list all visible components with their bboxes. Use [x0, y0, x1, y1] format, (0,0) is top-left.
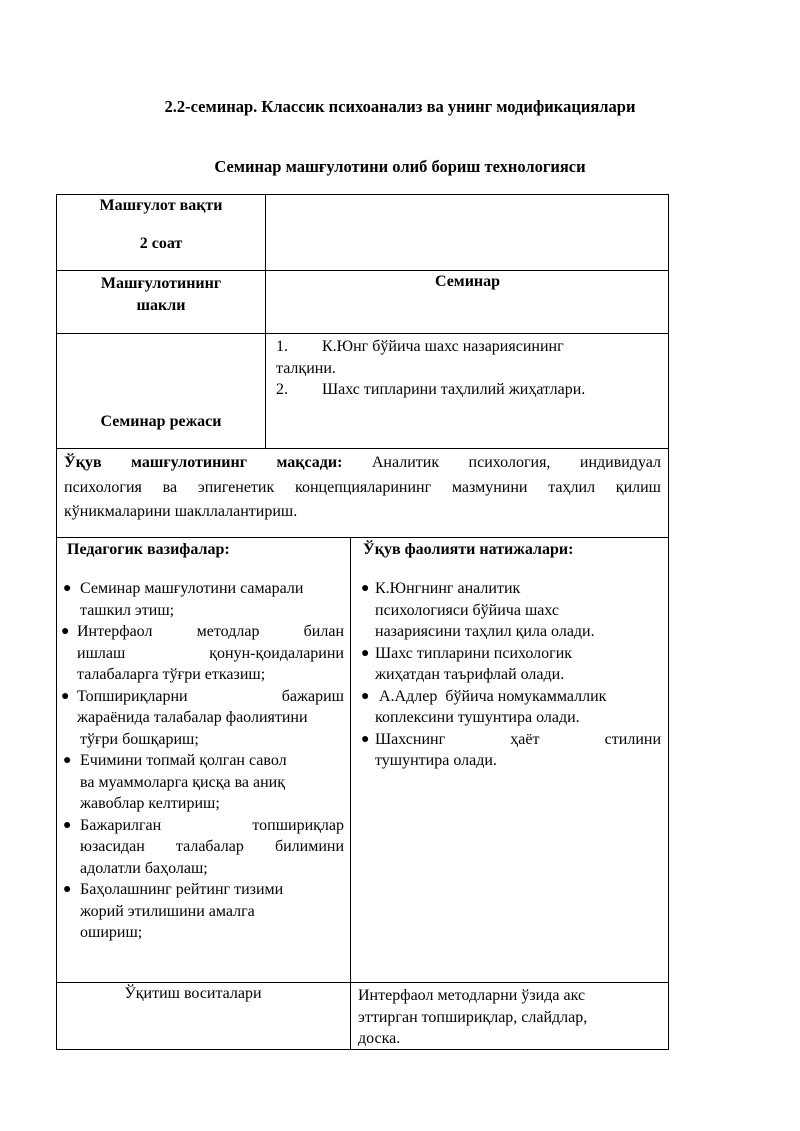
plan-item-text: К.Юнг бўйича шахс назариясининг [322, 338, 564, 355]
result-line: назариясини таҳлил қила олади. [375, 623, 595, 640]
task-item: ● Ечимини топмай қолган савол ва муаммоларга қисқа ва аниқ жавоблар келтириш; [62, 750, 344, 815]
result-line: Шахснинг ҳаёт стилини [375, 730, 661, 748]
task-line: жавоблар келтириш; [80, 795, 220, 812]
result-item: ● Шахснинг ҳаёт стилини тушунтира олади. [360, 729, 661, 772]
tools-line: эттирган топшириқлар, слайдлар, [358, 1008, 588, 1026]
task-line: юзасидан талабалар билимини [80, 838, 344, 855]
time-label: Машғулот вақти [99, 197, 223, 214]
table-divider [56, 448, 669, 449]
form-label [56, 273, 266, 316]
task-item: ● Топшириқларни бажариш жараёнида талабалар фаолиятини тўғри бошқариш; [62, 686, 344, 751]
task-item: ● Семинар машғулотини самарали ташкил этиш; [62, 578, 344, 621]
result-line: Шахс типларини психологик [375, 644, 573, 662]
plan-item [276, 379, 666, 401]
table-column-divider [265, 194, 266, 448]
task-item: ● Бажарилган топшириқлар юзасидан талабалар билимини адолатли баҳолаш; [62, 815, 344, 880]
task-line: Топшириқларни бажариш [77, 687, 344, 705]
task-line: жараёнида талабалар фаолиятини [77, 709, 308, 726]
task-line: талабаларга тўғри етказиш; [77, 666, 266, 683]
task-line: Интерфаол методлар билан [77, 623, 344, 640]
tools-line: Интерфаол методларни ўзида акс [358, 987, 586, 1004]
goal-section [64, 451, 661, 525]
result-item: ● К.Юнгнинг аналитик психологияси бўйича шахс назариясини таҳлил қила олади. [360, 578, 661, 643]
tools-line: доска. [358, 1030, 401, 1047]
tools-label: Ўқитиш воситалари [124, 985, 262, 1002]
time-value: 2 соат [139, 235, 183, 252]
results-list [360, 578, 661, 772]
task-line: ошириш; [80, 924, 143, 941]
tasks-list [62, 578, 344, 944]
result-item: ● А.Адлер бўйича номукаммаллик коплексини тушунтира олади. [360, 686, 661, 729]
table-divider [56, 982, 669, 983]
page-title: 2.2-семинар. Классик психоанализ ва унинг модификациялари [164, 97, 636, 116]
plan-item-number: 1. [276, 338, 288, 355]
goal-line: психология ва эпигенетик концепцияларининг мазмунини таҳлил қилиш [64, 478, 661, 496]
plan-list [276, 336, 666, 401]
task-line: Бажарилган топшириқлар [80, 816, 344, 834]
task-line: адолатли баҳолаш; [80, 859, 208, 877]
tasks-header: Педагогик вазифалар: [67, 541, 230, 558]
result-item: ● Шахс типларини психологик жиҳатдан таърифлай олади. [360, 643, 661, 686]
goal-line: кўникмаларини шакллалантириш. [64, 503, 298, 520]
result-line: коплексини тушунтира олади. [375, 709, 580, 726]
results-header: Ўқув фаолияти натижалари: [363, 541, 574, 558]
table-column-divider [350, 537, 351, 1050]
plan-item [276, 336, 666, 358]
task-line: ишлаш қонун-қоидаларини [77, 644, 344, 662]
table-divider [56, 333, 669, 334]
plan-label: Семинар режаси [100, 413, 222, 430]
goal-line [64, 451, 661, 476]
task-line: жорий этилишини амалга [80, 902, 255, 920]
task-item: ● Баҳолашнинг рейтинг тизими жорий этилишини амалга ошириш; [62, 879, 344, 944]
task-line: Баҳолашнинг рейтинг тизими [80, 881, 284, 898]
plan-item-continuation: талқини. [276, 359, 336, 377]
plan-item-text: Шахс типларини таҳлилий жиҳатлари. [322, 381, 586, 398]
goal-label: Ўқув машғулотининг мақсади: [64, 454, 343, 471]
form-label-line: Машғулотининг [100, 275, 222, 292]
result-line: тушунтира олади. [375, 752, 497, 769]
goal-text: Аналитик психология, индивидуал [342, 454, 661, 471]
task-line: ва муаммоларга қисқа ва аниқ [80, 773, 286, 791]
task-line: ташкил этиш; [80, 601, 175, 619]
tools-value [358, 985, 663, 1050]
task-line: Ечимини топмай қолган савол [80, 752, 287, 769]
page-subtitle: Семинар машғулотини олиб бориш технологияси [214, 157, 586, 176]
table-divider [56, 270, 669, 271]
result-line: К.Юнгнинг аналитик [375, 580, 521, 597]
plan-item-number: 2. [276, 381, 288, 398]
task-line: Семинар машғулотини самарали [80, 580, 304, 597]
form-value: Семинар [434, 273, 501, 290]
form-label-line: шакли [136, 296, 186, 314]
task-line: тўғри бошқариш; [80, 730, 199, 748]
result-line: А.Адлер бўйича номукаммаллик [375, 687, 607, 705]
result-line: психологияси бўйича шахс [375, 601, 560, 619]
table-divider [56, 537, 669, 538]
task-item: ● Интерфаол методлар билан ишлаш қонун-қоидаларини талабаларга тўғри етказиш; [62, 621, 344, 686]
result-line: жиҳатдан таърифлай олади. [375, 666, 565, 683]
